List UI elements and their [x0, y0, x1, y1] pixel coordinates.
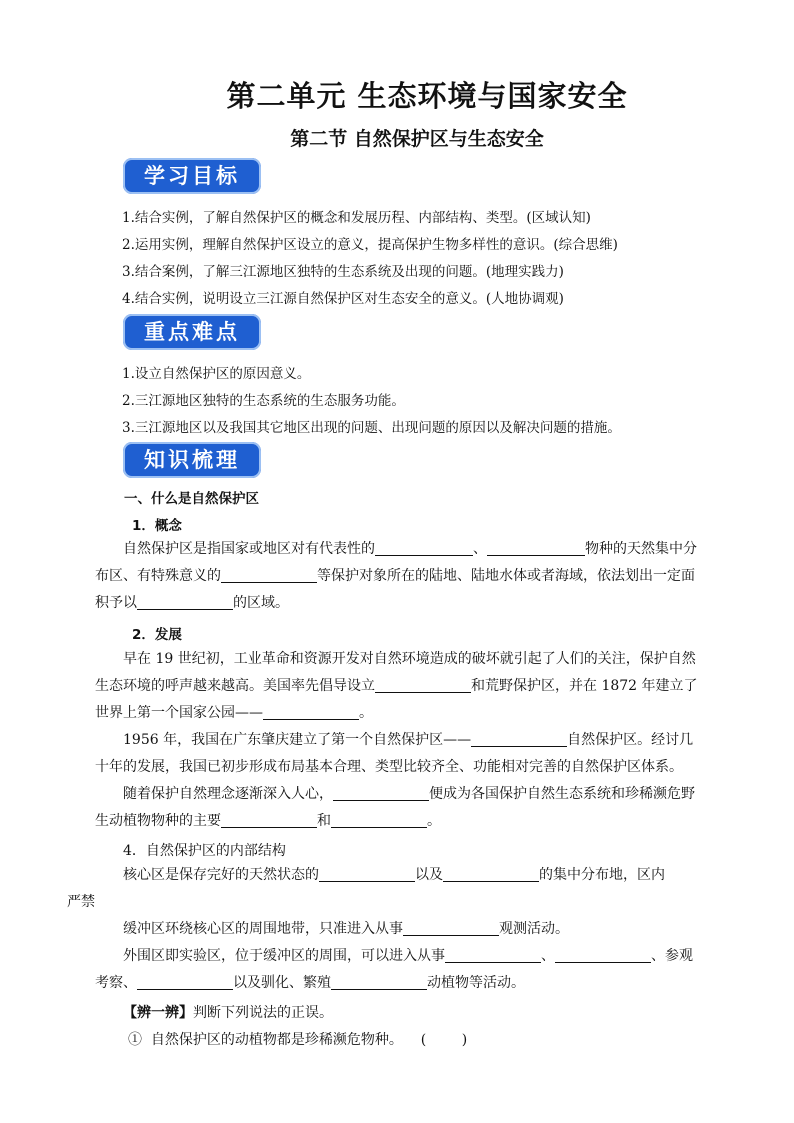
key-point-2: 2.三江源地区独特的生态系统的生态服务功能。 — [122, 393, 405, 409]
objectives-badge: 学习目标 — [123, 158, 261, 194]
development-paragraph-2: 1956 年，我国在广东肇庆建立了第一个自然保护区—— 自然保护区。经讨几十年的发展，我国已初步形成布局基本合理、类型比较齐全、功能相对完善的自然保护区体系。 — [95, 732, 694, 775]
quiz-question-1[interactable]: ① 自然保护区的动植物都是珍稀濒危物种。 ( ) — [128, 1032, 468, 1048]
answer-blank[interactable] — [333, 785, 429, 801]
outer-zone-paragraph: 外围区即实验区，位于缓冲区的周围，可以进入从事 、 、参观考察、 以及驯化、繁殖 动植物等活动。 — [95, 948, 693, 991]
answer-blank[interactable] — [221, 812, 317, 828]
objective-2: 2.运用实例，理解自然保护区设立的意义，提高保护生物多样性的意识。(综合思维) — [122, 237, 618, 253]
key-point-3: 3.三江源地区以及我国其它地区出现的问题、出现问题的原因以及解决问题的措施。 — [122, 420, 621, 436]
answer-blank[interactable] — [445, 947, 541, 963]
heading-concept: 1．概念 — [132, 518, 182, 534]
quiz-text: 判断下列说法的正误。 — [193, 1005, 333, 1021]
answer-blank[interactable] — [403, 920, 499, 936]
quiz-label: 【辨一辨】 — [123, 1005, 193, 1021]
heading-development: 2．发展 — [132, 627, 182, 643]
key-point-1: 1.设立自然保护区的原因意义。 — [122, 366, 311, 382]
knowledge-badge: 知识梳理 — [123, 442, 261, 478]
development-paragraph-3: 随着保护自然理念逐渐深入人心， 便成为各国保护自然生态系统和珍稀濒危野生动植物物种的主要 和 。 — [95, 786, 695, 829]
answer-blank[interactable] — [555, 947, 651, 963]
answer-blank[interactable] — [319, 866, 415, 882]
unit-title: 第二单元 生态环境与国家安全 — [226, 79, 628, 113]
concept-paragraph: 自然保护区是指国家或地区对有代表性的 、 物种的天然集中分布区、有特殊意义的 等保护对象所在的陆地、陆地水体或者海域，依法划出一定面积予以 的区域。 — [95, 541, 697, 611]
objective-3: 3.结合案例，了解三江源地区独特的生态系统及出现的问题。(地理实践力) — [122, 264, 564, 280]
heading-structure: 4．自然保护区的内部结构 — [123, 843, 286, 859]
answer-blank[interactable] — [331, 974, 427, 990]
development-paragraph-1: 早在 19 世纪初，工业革命和资源开发对自然环境造成的破坏就引起了人们的关注，保护自然生态环境的呼声越来越高。美国率先倡导设立 和荒野保护区，并在 1872 年建立了世界上第一个国家公园—— 。 — [95, 651, 698, 721]
answer-blank[interactable] — [375, 677, 471, 693]
answer-blank[interactable] — [471, 731, 567, 747]
answer-blank[interactable] — [331, 812, 427, 828]
answer-blank[interactable] — [137, 594, 233, 610]
answer-blank[interactable] — [487, 540, 585, 556]
buffer-zone-paragraph: 缓冲区环绕核心区的周围地带，只准进入从事 观测活动。 — [123, 921, 569, 937]
answer-blank[interactable] — [221, 567, 317, 583]
answer-blank[interactable] — [137, 974, 233, 990]
section-title: 第二节 自然保护区与生态安全 — [290, 128, 544, 150]
answer-blank[interactable] — [443, 866, 539, 882]
answer-blank[interactable] — [375, 540, 473, 556]
quiz-instruction — [123, 1002, 333, 1022]
objective-1: 1.结合实例，了解自然保护区的概念和发展历程、内部结构、类型。(区域认知) — [122, 210, 591, 226]
answer-blank[interactable] — [263, 704, 359, 720]
core-zone-paragraph: 核心区是保存完好的天然状态的 以及 的集中分布地，区内 严禁 — [67, 867, 665, 910]
key-points-badge: 重点难点 — [123, 314, 261, 350]
objective-4: 4.结合实例，说明设立三江源自然保护区对生态安全的意义。(人地协调观) — [122, 291, 564, 307]
heading-what-is-reserve: 一、什么是自然保护区 — [124, 491, 259, 507]
